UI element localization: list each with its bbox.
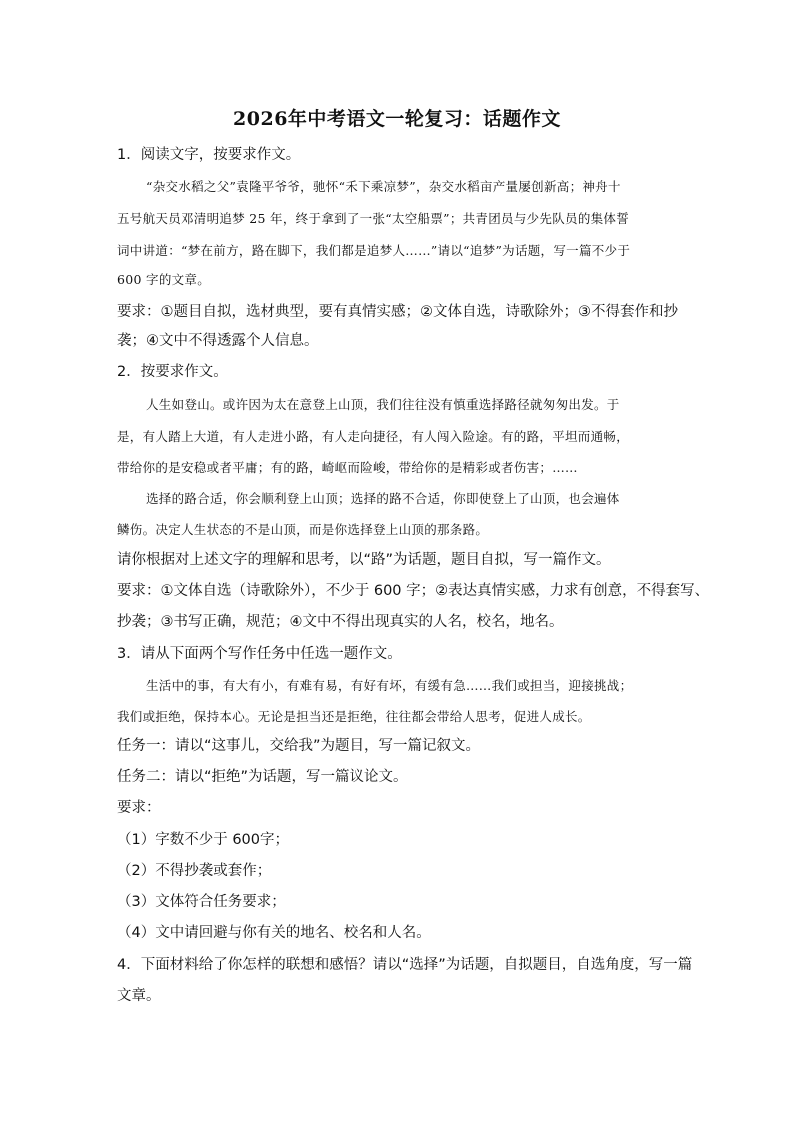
q2-material-line: 带给你的是安稳或者平庸；有的路，崎岖而险峻，带给你的是精彩或者伤害；……: [117, 460, 578, 475]
q3-material-line: 生活中的事，有大有小，有难有易，有好有坏，有缓有急……我们或担当，迎接挑战；: [146, 678, 633, 693]
q1-requirement-line: 袭；④文中不得透露个人信息。: [117, 333, 319, 349]
q1-requirement-line: 要求：①题目自拟，选材典型，要有真情实感；②文体自选，诗歌除外；③不得套作和抄: [117, 304, 678, 320]
q2-material-line: 是，有人踏上大道，有人走进小路，有人走向捷径，有人闯入险途。有的路，平坦而通畅，: [117, 429, 630, 444]
q1-material-line: 五号航天员邓清明追梦 25 年，终于拿到了一张“太空船票”；共青团员与少先队员的集体誓: [117, 211, 630, 226]
q2-prompt: 请你根据对上述文字的理解和思考，以“路”为话题，题目自拟，写一篇作文。: [117, 552, 611, 568]
q3-requirement-item: （4）文中请回避与你有关的地名、校名和人名。: [117, 925, 431, 941]
q4-line: 文章。: [117, 988, 161, 1004]
q2-material-line: 鳞伤。决定人生状态的不是山顶，而是你选择登上山顶的那条路。: [117, 522, 489, 537]
q2-requirement-line: 要求：①文体自选（诗歌除外），不少于 600 字；②表达真情实感，力求有创意，不得套写、: [117, 583, 710, 599]
q3-task-one: 任务一：请以“这事儿，交给我”为题目，写一篇记叙文。: [117, 738, 481, 754]
q1-material-line: 600 字的文章。: [117, 272, 211, 287]
q3-heading: 3．请从下面两个写作任务中任选一题作文。: [117, 646, 402, 662]
q3-task-two: 任务二：请以“拒绝”为话题，写一篇议论文。: [117, 769, 408, 785]
page-title: 2026年中考语文一轮复习：话题作文: [233, 108, 561, 130]
q3-requirement-item: （1）字数不少于 600字；: [117, 832, 290, 848]
q3-requirement-item: （3）文体符合任务要求；: [117, 894, 286, 910]
q2-requirement-line: 抄袭；③书写正确，规范；④文中不得出现真实的人名，校名，地名。: [117, 614, 564, 630]
q2-material-line: 选择的路合适，你会顺利登上山顶；选择的路不合适，你即使登上了山顶，也会遍体: [146, 491, 620, 506]
q1-material-line: “杂交水稻之父”袁隆平爷爷，驰怀“禾下乘凉梦”，杂交水稻亩产量屡创新高；神舟十: [146, 179, 621, 194]
q3-requirements-label: 要求：: [117, 800, 161, 816]
q4-line: 4．下面材料给了你怎样的联想和感悟？请以“选择”为话题，自拟题目，自选角度，写一篇: [117, 957, 693, 973]
q3-requirement-item: （2）不得抄袭或套作；: [117, 863, 272, 879]
q2-heading: 2．按要求作文。: [117, 364, 228, 380]
q3-material-line: 我们或拒绝，保持本心。无论是担当还是拒绝，往往都会带给人思考，促进人成长。: [117, 709, 591, 724]
q1-material-line: 词中讲道：“梦在前方，路在脚下，我们都是追梦人……”请以“追梦”为话题，写一篇不少于: [117, 243, 631, 258]
q1-heading: 1．阅读文字，按要求作文。: [117, 147, 301, 163]
q2-material-line: 人生如登山。或许因为太在意登上山顶，我们往往没有慎重选择路径就匆匆出发。于: [146, 397, 620, 412]
